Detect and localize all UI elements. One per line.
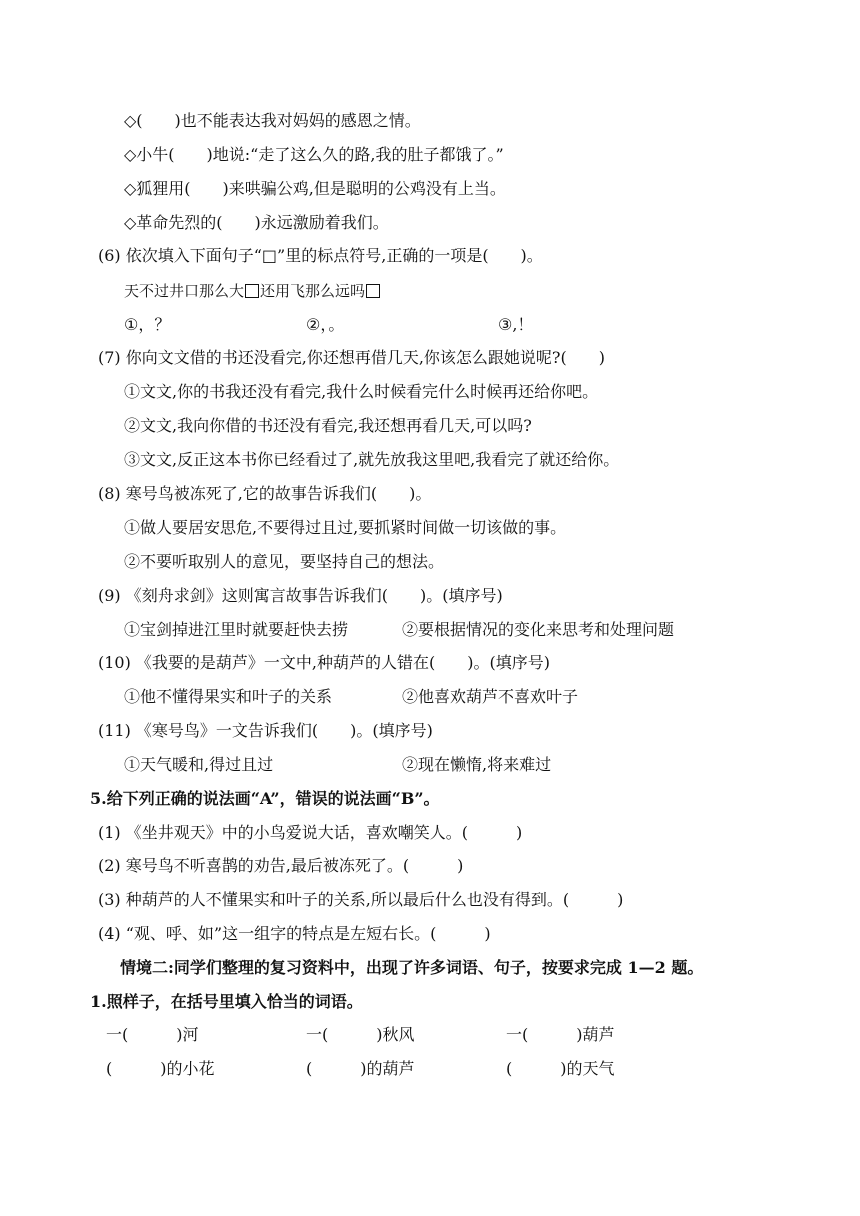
q11-option-2: ②现在懒惰,将来难过 [402, 755, 552, 774]
q6-sentence-part-b: 还用飞那么远吗 [260, 282, 366, 300]
q8-stem: (8) 寒号鸟被冻死了,它的故事告诉我们( )。 [98, 484, 432, 503]
blank-item-2: ◇小牛( )地说:“走了这么久的路,我的肚子都饿了。” [124, 145, 504, 164]
q5-item-2: (2) 寒号鸟不听喜鹊的劝告,最后被冻死了。( ) [98, 856, 464, 875]
punctuation-box [366, 284, 380, 298]
q6-option-3: ③,！ [498, 315, 534, 334]
q5-item-4: (4) “观、呼、如”这一组字的特点是左短右长。( ) [98, 924, 491, 943]
punctuation-box [245, 284, 259, 298]
q9-stem: (9) 《刻舟求剑》这则寓言故事告诉我们( )。(填序号) [98, 586, 503, 605]
q6-sentence-part-a: 天不过井口那么大 [124, 282, 245, 300]
q6-sentence [124, 280, 381, 302]
word-blank-row1-3: 一( )葫芦 [506, 1025, 615, 1044]
word-blank-row2-3: ( )的天气 [506, 1059, 615, 1078]
word-blank-row1-2: 一( )秋风 [306, 1025, 415, 1044]
q10-stem: (10) 《我要的是葫芦》一文中,种葫芦的人错在( )。(填序号) [98, 653, 550, 672]
q10-option-2: ②他喜欢葫芦不喜欢叶子 [402, 687, 579, 706]
q6-stem: (6) 依次填入下面句子“□”里的标点符号,正确的一项是( )。 [98, 246, 543, 265]
q5-title: 5.给下列正确的说法画“A”，错误的说法画“B”。 [90, 789, 440, 808]
q5-item-3: (3) 种葫芦的人不懂果实和叶子的关系,所以最后什么也没有得到。( ) [98, 890, 624, 909]
q11-option-1: ①天气暖和,得过且过 [124, 755, 274, 774]
blank-item-4: ◇革命先烈的( )永远激励着我们。 [124, 213, 389, 232]
blank-item-3: ◇狐狸用( )来哄骗公鸡,但是聪明的公鸡没有上当。 [124, 179, 506, 198]
q6-option-1: ①，？ [124, 315, 171, 334]
q11-stem: (11) 《寒号鸟》一文告诉我们( )。(填序号) [98, 721, 433, 740]
q9-option-2: ②要根据情况的变化来思考和处理问题 [402, 620, 675, 639]
blank-item-1: ◇( )也不能表达我对妈妈的感恩之情。 [124, 111, 421, 130]
word-blank-row2-1: ( )的小花 [106, 1059, 215, 1078]
q7-option-3: ③文文,反正这本书你已经看过了,就先放我这里吧,我看完了就还给你。 [124, 450, 620, 469]
word-blank-row2-2: ( )的葫芦 [306, 1059, 415, 1078]
q6-option-2: ②，。 [306, 315, 345, 334]
q7-option-1: ①文文,你的书我还没有看完,我什么时候看完什么时候再还给你吧。 [124, 382, 599, 401]
q9-option-1: ①宝剑掉进江里时就要赶快去捞 [124, 620, 349, 639]
situation2-q1-title: 1.照样子，在括号里填入恰当的词语。 [90, 992, 363, 1011]
q7-option-2: ②文文,我向你借的书还没有看完,我还想再看几天,可以吗? [124, 416, 532, 435]
q7-stem: (7) 你向文文借的书还没看完,你还想再借几天,你该怎么跟她说呢?( ) [98, 348, 605, 367]
word-blank-row1-1: 一( )河 [106, 1025, 199, 1044]
q5-item-1: (1) 《坐井观天》中的小鸟爱说大话，喜欢嘲笑人。( ) [98, 823, 523, 842]
situation2-title: 情境二:同学们整理的复习资料中，出现了许多词语、句子，按要求完成 1—2 题。 [120, 958, 704, 977]
q10-option-1: ①他不懂得果实和叶子的关系 [124, 687, 333, 706]
q8-option-1: ①做人要居安思危,不要得过且过,要抓紧时间做一切该做的事。 [124, 518, 567, 537]
q8-option-2: ②不要听取别人的意见，要坚持自己的想法。 [124, 552, 445, 571]
